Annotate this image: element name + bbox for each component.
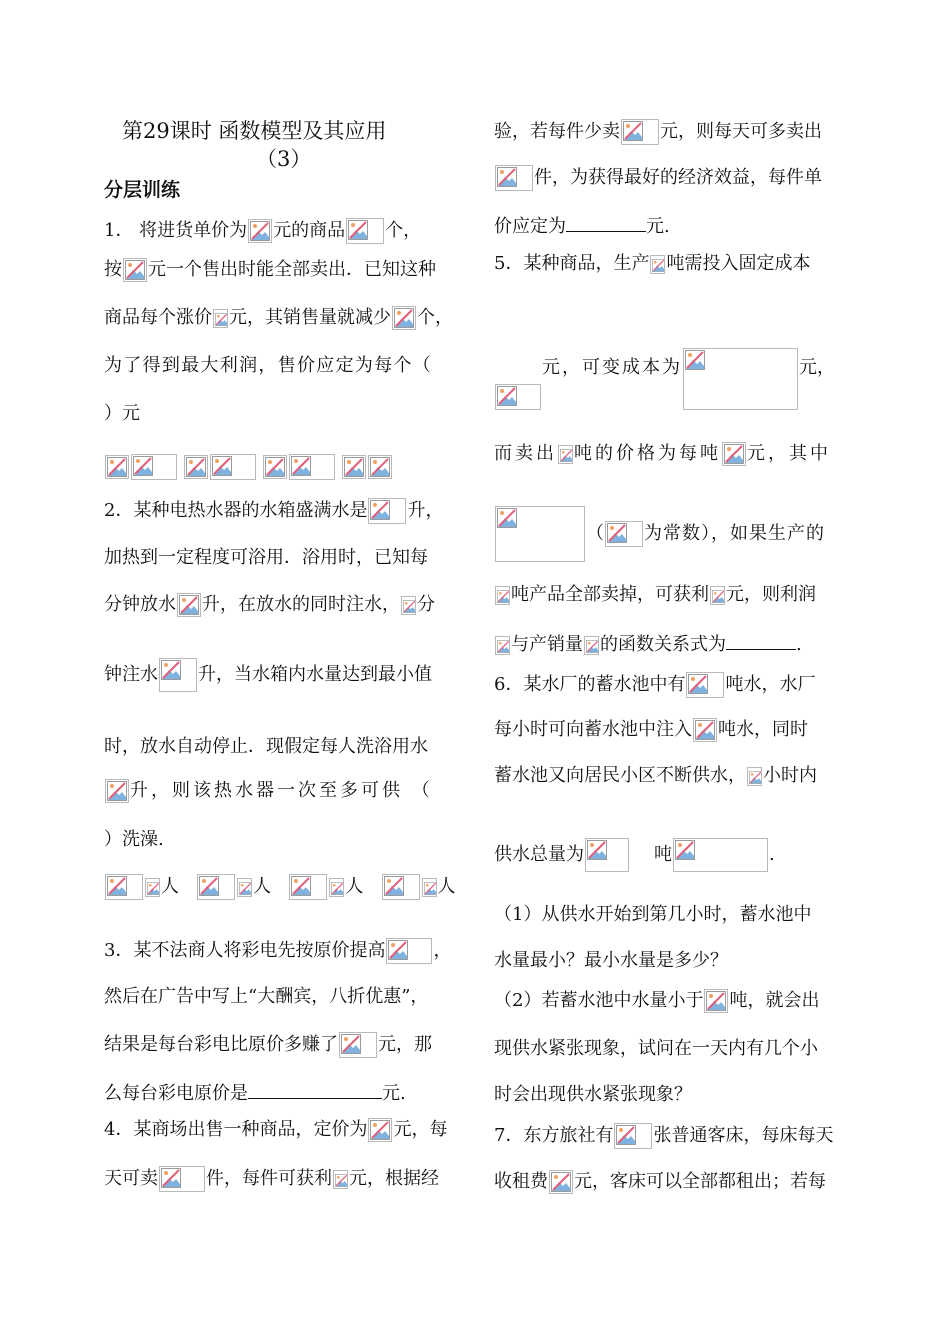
- formula-image: [495, 506, 585, 562]
- question-7: 7．东方旅社有 张普通客床，每床每天: [494, 1123, 833, 1149]
- question-6: 6．某水厂的蓄水池中有 吨水，水厂: [494, 672, 815, 698]
- answer-blank[interactable]: [726, 631, 796, 650]
- formula-image: [495, 165, 533, 191]
- question-2-line: 钟注水 升，当水箱内水量达到最小值: [104, 658, 432, 692]
- option-d-image: [342, 455, 366, 479]
- question-4: 4．某商场出售一种商品，定价为 元，每: [104, 1119, 448, 1140]
- formula-image: [159, 1166, 205, 1192]
- formula-image: [248, 219, 272, 243]
- question-2-line: 加热到一定程度可浴用．浴用时，已知每: [104, 547, 428, 568]
- formula-image: [621, 119, 659, 145]
- formula-image: [177, 593, 201, 617]
- formula-image: [368, 498, 406, 524]
- question-5-line: 而卖出 吨的价格为每吨 元，其中: [494, 443, 831, 464]
- question-6-part-2-line: 时会出现供水紧张现象？: [494, 1084, 692, 1105]
- formula-image: [704, 989, 728, 1013]
- formula-image: [213, 309, 228, 328]
- question-5-line: （ 为常数），如果生产的: [494, 506, 825, 562]
- question-4-cont: 验，若每件少卖 元，则每天可多卖出: [494, 119, 822, 145]
- option-b-image: [184, 455, 208, 479]
- question-6-part-2-line: 现供水紧张现象，试问在一天内有几个小: [494, 1038, 818, 1059]
- question-2-line: 时，放水自动停止．现假定每人洗浴用水: [104, 736, 428, 757]
- option-a-image: [145, 878, 160, 897]
- answer-blank[interactable]: [248, 1080, 382, 1099]
- formula-image: [401, 596, 416, 615]
- question-2-line: 升，则该热水器一次至多可供 （: [104, 779, 433, 803]
- question-2: 2．某种电热水器的水箱盛满水是 升，: [104, 498, 443, 524]
- option-a-image: [105, 455, 129, 479]
- question-6-line: 每小时可向蓄水池中注入 吨水，同时: [494, 719, 808, 740]
- question-4-line: 天可卖 件，每件可获利 元，根据经: [104, 1166, 439, 1192]
- question-5: 5．某种商品，生产 吨需投入固定成本: [494, 253, 811, 274]
- question-1-line: 商品每个涨价 元，其销售量就减少 个，: [104, 307, 453, 328]
- question-3-line: 然后在广告中写上“大酬宾，八折优惠”，: [104, 986, 429, 1007]
- answer-options-images: [104, 454, 393, 480]
- question-5-line: 吨产品全部卖掉，可获利 元，则利润: [494, 583, 816, 607]
- formula-image: [368, 1118, 392, 1142]
- option-d-image: [368, 455, 392, 479]
- formula-image: [683, 348, 798, 410]
- question-1: 1． 将进货单价为 元的商品 个，: [104, 218, 421, 244]
- answer-blank[interactable]: [566, 213, 646, 232]
- question-1-line: ）元: [104, 403, 140, 424]
- question-2-line: 分钟放水 升，在放水的同时注水， 分: [104, 594, 435, 615]
- option-c-image: [289, 874, 327, 900]
- formula-image: [693, 718, 717, 742]
- answer-options: 人 人 人 人: [104, 874, 456, 900]
- option-c-image: [263, 455, 287, 479]
- formula-image: [710, 586, 725, 605]
- formula-image: [495, 384, 541, 410]
- question-1-line: 为了得到最大利润，售价应定为每个（: [104, 355, 433, 376]
- option-b-image: [197, 874, 235, 900]
- option-a-image: [131, 454, 177, 480]
- question-2-line: ）洗澡.: [104, 829, 164, 850]
- formula-image: [495, 586, 510, 605]
- page-title: 第29课时 函数模型及其应用: [122, 119, 387, 143]
- question-5-line: 元，可变成本为 元，: [494, 348, 835, 410]
- formula-image: [339, 1032, 377, 1058]
- formula-image: [747, 767, 762, 786]
- option-d-image: [382, 874, 420, 900]
- formula-image: [722, 442, 746, 466]
- formula-image: [605, 521, 643, 547]
- question-5-line: 与产销量 的函数关系式为 .: [494, 631, 802, 657]
- formula-image: [346, 218, 384, 244]
- page-title-part: （3）: [256, 147, 312, 171]
- formula-image: [105, 779, 129, 803]
- formula-image: [386, 938, 432, 964]
- formula-image: [650, 255, 665, 274]
- question-3-line: 么每台彩电原价是 元.: [104, 1080, 406, 1106]
- formula-image: [159, 658, 197, 692]
- option-c-image: [329, 878, 344, 897]
- question-1-line: 按 元一个售出时能全部卖出．已知这种: [104, 259, 436, 280]
- formula-image: [584, 636, 599, 655]
- formula-image: [558, 445, 573, 464]
- question-6-line: 蓄水池又向居民小区不断供水， 小时内: [494, 765, 817, 786]
- question-6-part-1: （1）从供水开始到第几小时，蓄水池中: [494, 904, 812, 925]
- formula-image: [333, 1170, 348, 1189]
- formula-image: [123, 258, 147, 282]
- question-3-line: 结果是每台彩电比原价多赚了 元，那: [104, 1032, 432, 1058]
- formula-image: [585, 838, 629, 872]
- question-7-line: 收租费 元，客床可以全部都租出；若每: [494, 1171, 826, 1192]
- option-b-image: [210, 454, 256, 480]
- option-b-image: [237, 878, 252, 897]
- section-heading: 分层训练: [104, 179, 181, 201]
- question-6-part-1-line: 水量最小？最小水量是多少？: [494, 950, 728, 971]
- formula-image: [686, 672, 724, 698]
- question-4-line: 价应定为 元.: [494, 213, 670, 239]
- question-3: 3．某不法商人将彩电先按原价提高 ，: [104, 938, 451, 964]
- option-d-image: [422, 878, 437, 897]
- option-c-image: [289, 454, 335, 480]
- formula-image: [549, 1170, 573, 1194]
- formula-image: [392, 306, 416, 330]
- question-4-line: 件，为获得最好的经济效益，每件单: [494, 165, 822, 191]
- question-6-line: 供水总量为 吨 .: [494, 838, 775, 872]
- formula-image: [495, 636, 510, 655]
- question-6-part-2: （2）若蓄水池中水量小于 吨，就会出: [494, 990, 820, 1011]
- formula-image: [614, 1123, 652, 1149]
- formula-image: [673, 838, 768, 872]
- option-a-image: [105, 874, 143, 900]
